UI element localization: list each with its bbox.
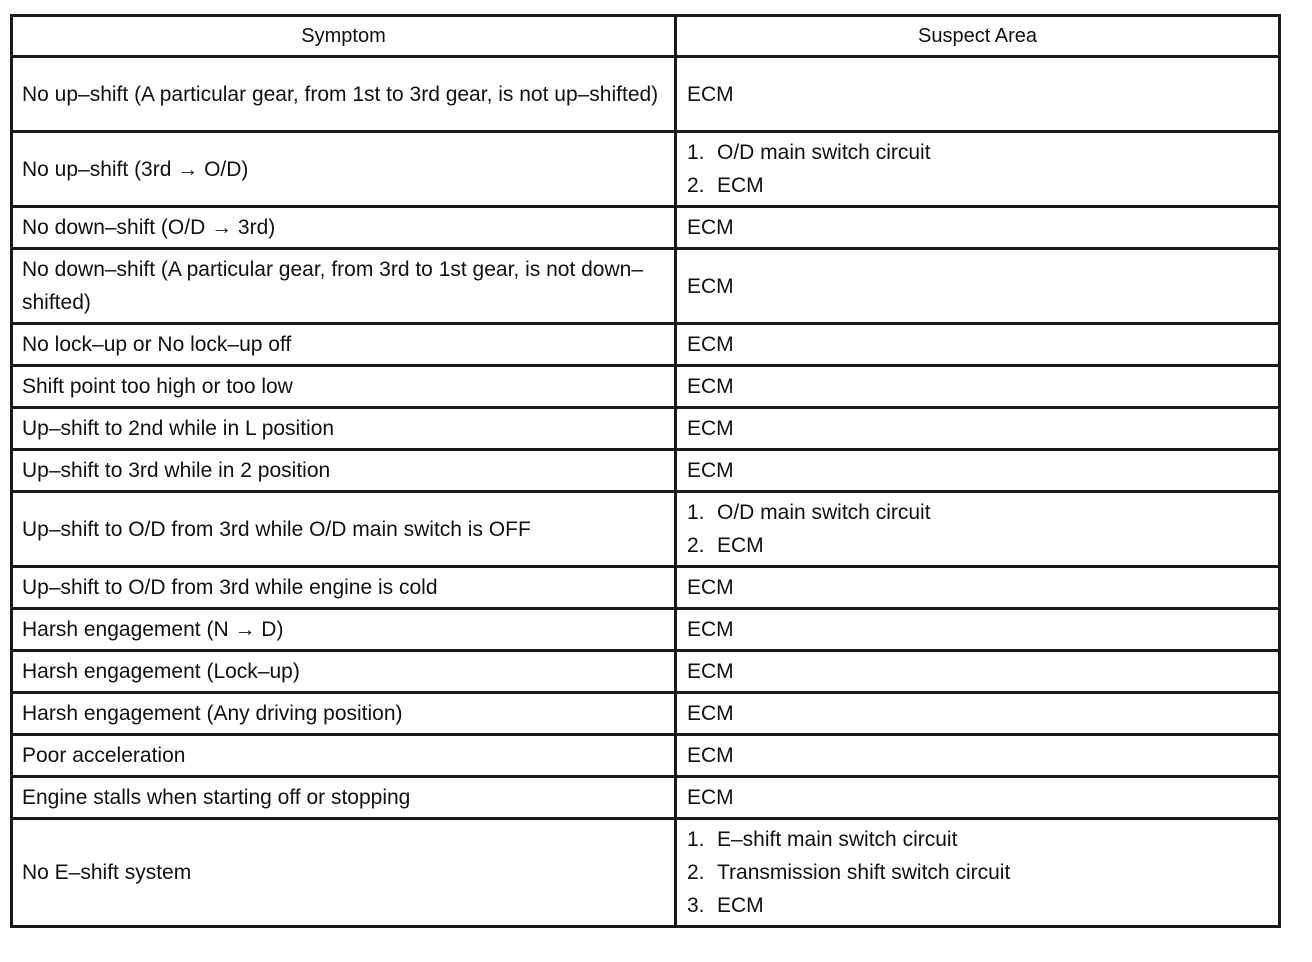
- symptom-cell: Up–shift to O/D from 3rd while O/D main switch is OFF: [12, 492, 676, 567]
- table-row: [12, 693, 1280, 735]
- suspect-area-text: ECM: [687, 375, 734, 398]
- suspect-area-text: Transmission shift switch circuit: [717, 861, 1011, 884]
- table-row: [12, 132, 1280, 207]
- symptom-cell: Harsh engagement (Lock–up): [12, 651, 676, 693]
- table-body: [12, 57, 1280, 927]
- suspect-area-cell: [676, 651, 1280, 693]
- symptom-cell: Up–shift to O/D from 3rd while engine is cold: [12, 567, 676, 609]
- suspect-area-cell: [676, 450, 1280, 492]
- suspect-area-list: [687, 136, 1270, 202]
- suspect-area-text: O/D main switch circuit: [717, 501, 931, 524]
- list-number: 2.: [687, 534, 705, 557]
- symptom-cell: Up–shift to 3rd while in 2 position: [12, 450, 676, 492]
- suspect-area-list-item: [687, 823, 1270, 856]
- symptom-cell: Harsh engagement (N → D): [12, 609, 676, 651]
- symptom-cell: Poor acceleration: [12, 735, 676, 777]
- symptom-cell: Harsh engagement (Any driving position): [12, 693, 676, 735]
- suspect-area-cell: [676, 207, 1280, 249]
- list-number: 2.: [687, 174, 705, 197]
- suspect-area-cell: [676, 408, 1280, 450]
- table-row: [12, 777, 1280, 819]
- suspect-area-list-item: [687, 496, 1270, 529]
- list-number: 1.: [687, 141, 705, 164]
- suspect-area-cell: [676, 567, 1280, 609]
- suspect-area-list-item: [687, 169, 1270, 202]
- suspect-area-cell: [676, 735, 1280, 777]
- table-row: [12, 450, 1280, 492]
- list-number: 2.: [687, 861, 705, 884]
- symptom-cell: Up–shift to 2nd while in L position: [12, 408, 676, 450]
- table-row: [12, 567, 1280, 609]
- table-row: [12, 249, 1280, 324]
- suspect-area-list-item: [687, 529, 1270, 562]
- suspect-area-text: ECM: [717, 894, 764, 917]
- suspect-area-cell: [676, 366, 1280, 408]
- header-row: [12, 16, 1280, 57]
- suspect-area-text: ECM: [687, 660, 734, 683]
- table-row: [12, 492, 1280, 567]
- table-row: [12, 819, 1280, 927]
- suspect-area-text: ECM: [687, 417, 734, 440]
- suspect-area-cell: [676, 324, 1280, 366]
- suspect-area-cell: [676, 777, 1280, 819]
- suspect-area-cell: [676, 492, 1280, 567]
- suspect-area-cell: [676, 819, 1280, 927]
- suspect-area-text: ECM: [687, 459, 734, 482]
- table-row: [12, 207, 1280, 249]
- table-row: [12, 366, 1280, 408]
- suspect-area-cell: [676, 693, 1280, 735]
- table-row: [12, 408, 1280, 450]
- symptom-cell: No lock–up or No lock–up off: [12, 324, 676, 366]
- suspect-area-text: ECM: [687, 216, 734, 239]
- suspect-area-cell: [676, 609, 1280, 651]
- symptom-table: [10, 14, 1281, 928]
- suspect-area-cell: [676, 57, 1280, 132]
- suspect-area-text: ECM: [687, 333, 734, 356]
- list-number: 1.: [687, 828, 705, 851]
- symptom-cell: No down–shift (O/D → 3rd): [12, 207, 676, 249]
- suspect-area-list-item: [687, 889, 1270, 922]
- suspect-area-text: ECM: [687, 744, 734, 767]
- symptom-cell: No E–shift system: [12, 819, 676, 927]
- table-row: [12, 324, 1280, 366]
- header-symptom: Symptom: [12, 16, 676, 57]
- suspect-area-list: [687, 496, 1270, 562]
- symptom-cell: Shift point too high or too low: [12, 366, 676, 408]
- suspect-area-cell: [676, 132, 1280, 207]
- list-number: 1.: [687, 501, 705, 524]
- suspect-area-list: [687, 823, 1270, 922]
- table-row: [12, 651, 1280, 693]
- symptom-cell: No down–shift (A particular gear, from 3rd to 1st gear, is not down–shifted): [12, 249, 676, 324]
- list-number: 3.: [687, 894, 705, 917]
- suspect-area-text: ECM: [687, 786, 734, 809]
- suspect-area-text: O/D main switch circuit: [717, 141, 931, 164]
- suspect-area-text: ECM: [687, 576, 734, 599]
- symptom-cell: Engine stalls when starting off or stopping: [12, 777, 676, 819]
- suspect-area-list-item: [687, 856, 1270, 889]
- suspect-area-text: ECM: [687, 618, 734, 641]
- suspect-area-cell: [676, 249, 1280, 324]
- suspect-area-text: ECM: [687, 702, 734, 725]
- suspect-area-list-item: [687, 136, 1270, 169]
- table-row: [12, 735, 1280, 777]
- table-row: [12, 609, 1280, 651]
- header-suspect-area: Suspect Area: [676, 16, 1280, 57]
- suspect-area-text: ECM: [717, 534, 764, 557]
- symptom-cell: No up–shift (3rd → O/D): [12, 132, 676, 207]
- suspect-area-text: ECM: [687, 274, 734, 298]
- symptom-cell: No up–shift (A particular gear, from 1st to 3rd gear, is not up–shifted): [12, 57, 676, 132]
- suspect-area-text: ECM: [687, 82, 734, 106]
- table-row: [12, 57, 1280, 132]
- suspect-area-text: E–shift main switch circuit: [717, 828, 958, 851]
- suspect-area-text: ECM: [717, 174, 764, 197]
